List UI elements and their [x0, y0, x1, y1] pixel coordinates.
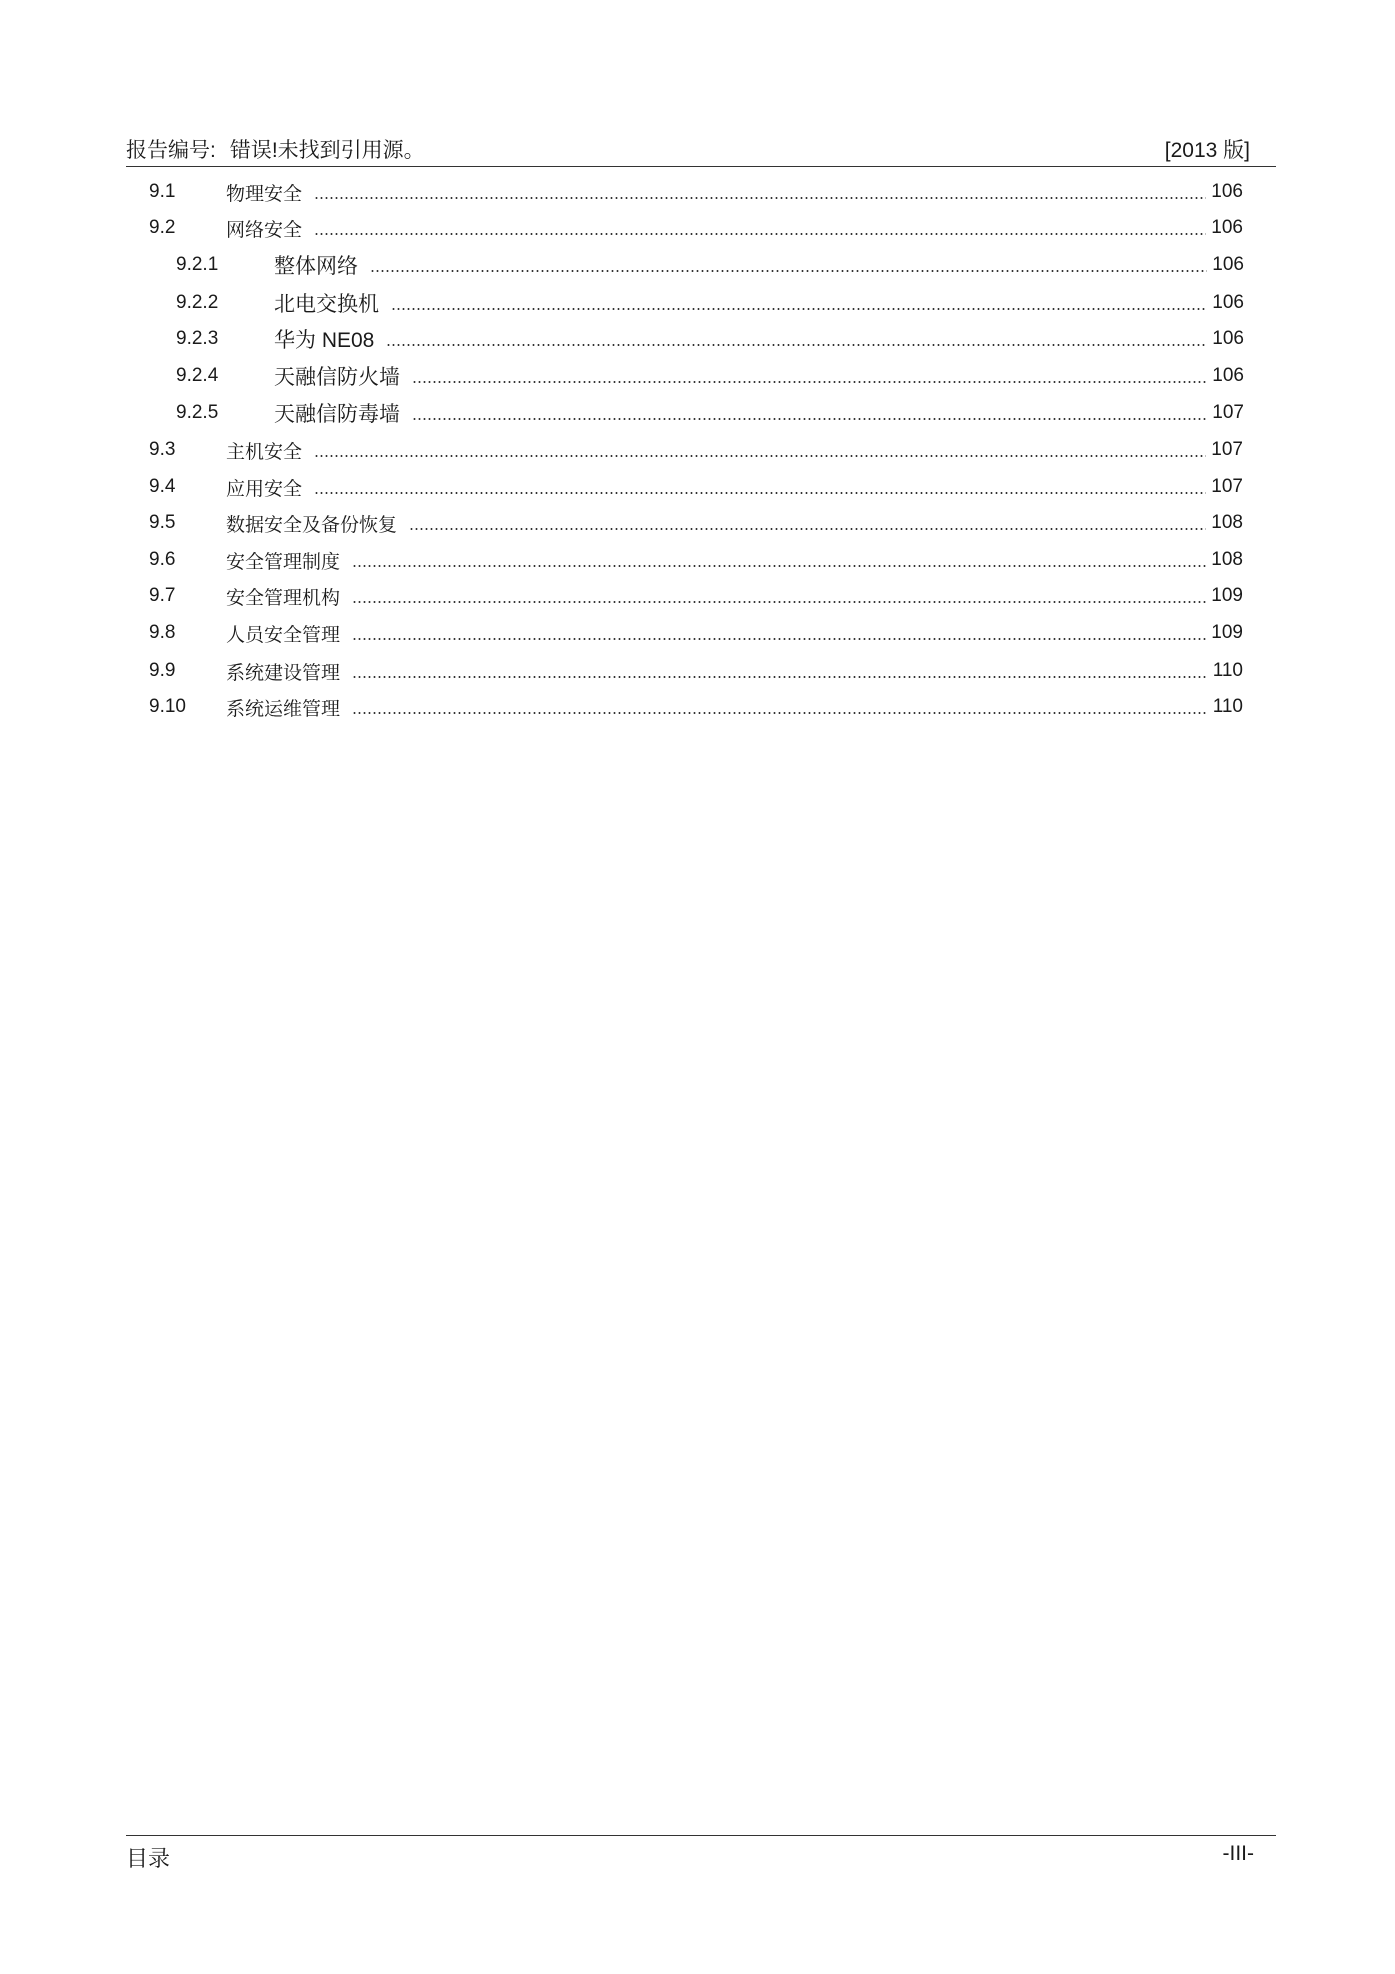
toc-entry[interactable] [176, 250, 1244, 280]
toc-entry-title: 华为 NE08 [274, 329, 375, 352]
toc-entry-number: 9.7 [149, 585, 176, 606]
toc-leader-dots [314, 492, 1206, 494]
toc-leader-dots [314, 455, 1206, 457]
edition-label: [2013 版] [1164, 139, 1250, 162]
toc-entry-page: 106 [1212, 292, 1244, 313]
toc-leader-dots [352, 712, 1208, 714]
footer-page-number: -III- [1222, 1842, 1254, 1865]
toc-entry[interactable] [149, 472, 1243, 502]
toc-entry-page: 108 [1211, 512, 1243, 533]
toc-entry-title: 天融信防毒墙 [274, 403, 400, 426]
toc-entry-number: 9.2.4 [176, 365, 219, 386]
toc-entry-title: 系统运维管理 [226, 698, 341, 720]
toc-entry[interactable] [149, 618, 1243, 648]
toc-entry-page: 107 [1211, 476, 1243, 497]
toc-entry-title: 安全管理机构 [226, 587, 341, 609]
toc-entry-page: 109 [1211, 585, 1243, 606]
toc-entry[interactable] [149, 213, 1243, 243]
toc-entry-number: 9.2 [149, 217, 176, 238]
toc-entry[interactable] [176, 398, 1244, 428]
toc-entry-number: 9.2.1 [176, 254, 219, 275]
toc-entry[interactable] [176, 324, 1244, 354]
toc-entry[interactable] [149, 692, 1243, 722]
toc-entry-title: 系统建设管理 [226, 662, 341, 684]
toc-entry-page: 110 [1212, 696, 1243, 717]
toc-entry-number: 9.9 [149, 660, 176, 681]
toc-entry-number: 9.2.3 [176, 328, 219, 349]
toc-entry-title: 数据安全及备份恢复 [226, 514, 398, 536]
toc-entry[interactable] [149, 435, 1243, 465]
toc-entry-number: 9.4 [149, 476, 176, 497]
toc-leader-dots [314, 233, 1206, 235]
toc-leader-dots [412, 418, 1207, 420]
toc-entry-page: 106 [1212, 328, 1244, 349]
toc-entry[interactable] [149, 545, 1243, 575]
toc-entry-page: 107 [1212, 402, 1244, 423]
toc-entry-title: 应用安全 [226, 478, 303, 500]
toc-entry-number: 9.2.5 [176, 402, 219, 423]
toc-entry-title: 主机安全 [226, 441, 303, 463]
toc-entry-number: 9.6 [149, 549, 176, 570]
toc-entry-number: 9.5 [149, 512, 176, 533]
toc-entry-number: 9.1 [149, 181, 176, 202]
report-number [126, 134, 425, 164]
report-number-label: 报告编号: [126, 139, 216, 162]
toc-entry-title: 安全管理制度 [226, 551, 341, 573]
toc-entry-title: 天融信防火墙 [274, 366, 400, 389]
toc-entry-number: 9.10 [149, 696, 186, 717]
toc-leader-dots [314, 197, 1206, 199]
toc-entry-title: 物理安全 [226, 183, 303, 205]
toc-entry-page: 106 [1211, 181, 1243, 202]
report-number-value: 错误!未找到引用源。 [229, 139, 425, 162]
toc-leader-dots [352, 565, 1206, 567]
toc-leader-dots [352, 601, 1206, 603]
toc-entry-page: 106 [1212, 254, 1244, 275]
toc-leader-dots [370, 270, 1207, 272]
toc-entry-title: 北电交换机 [274, 293, 379, 316]
toc-entry[interactable] [149, 656, 1243, 686]
page-footer [126, 1835, 1276, 1876]
toc-entry-title: 网络安全 [226, 219, 303, 241]
toc-leader-dots [386, 344, 1207, 346]
toc-entry-number: 9.2.2 [176, 292, 219, 313]
toc-entry-page: 108 [1211, 549, 1243, 570]
toc-leader-dots [391, 308, 1207, 310]
toc-entry-number: 9.8 [149, 622, 176, 643]
toc-leader-dots [409, 528, 1206, 530]
toc-leader-dots [352, 676, 1208, 678]
toc-entry-title: 整体网络 [274, 255, 358, 278]
toc-entry-title: 人员安全管理 [226, 624, 341, 646]
toc-entry-page: 109 [1211, 622, 1243, 643]
toc-entry[interactable] [176, 361, 1244, 391]
toc-entry[interactable] [149, 581, 1243, 611]
toc-leader-dots [352, 638, 1206, 640]
toc-entry-number: 9.3 [149, 439, 176, 460]
toc-entry-page: 106 [1212, 365, 1244, 386]
toc-entry-page: 107 [1211, 439, 1243, 460]
page-header [126, 130, 1276, 167]
toc-entry-page: 110 [1212, 660, 1243, 681]
toc-entry[interactable] [149, 508, 1243, 538]
footer-section: 目录 [126, 1846, 171, 1871]
toc-entry[interactable] [176, 288, 1244, 318]
toc-leader-dots [412, 381, 1207, 383]
toc-entry-page: 106 [1211, 217, 1243, 238]
toc-entry[interactable] [149, 177, 1243, 207]
